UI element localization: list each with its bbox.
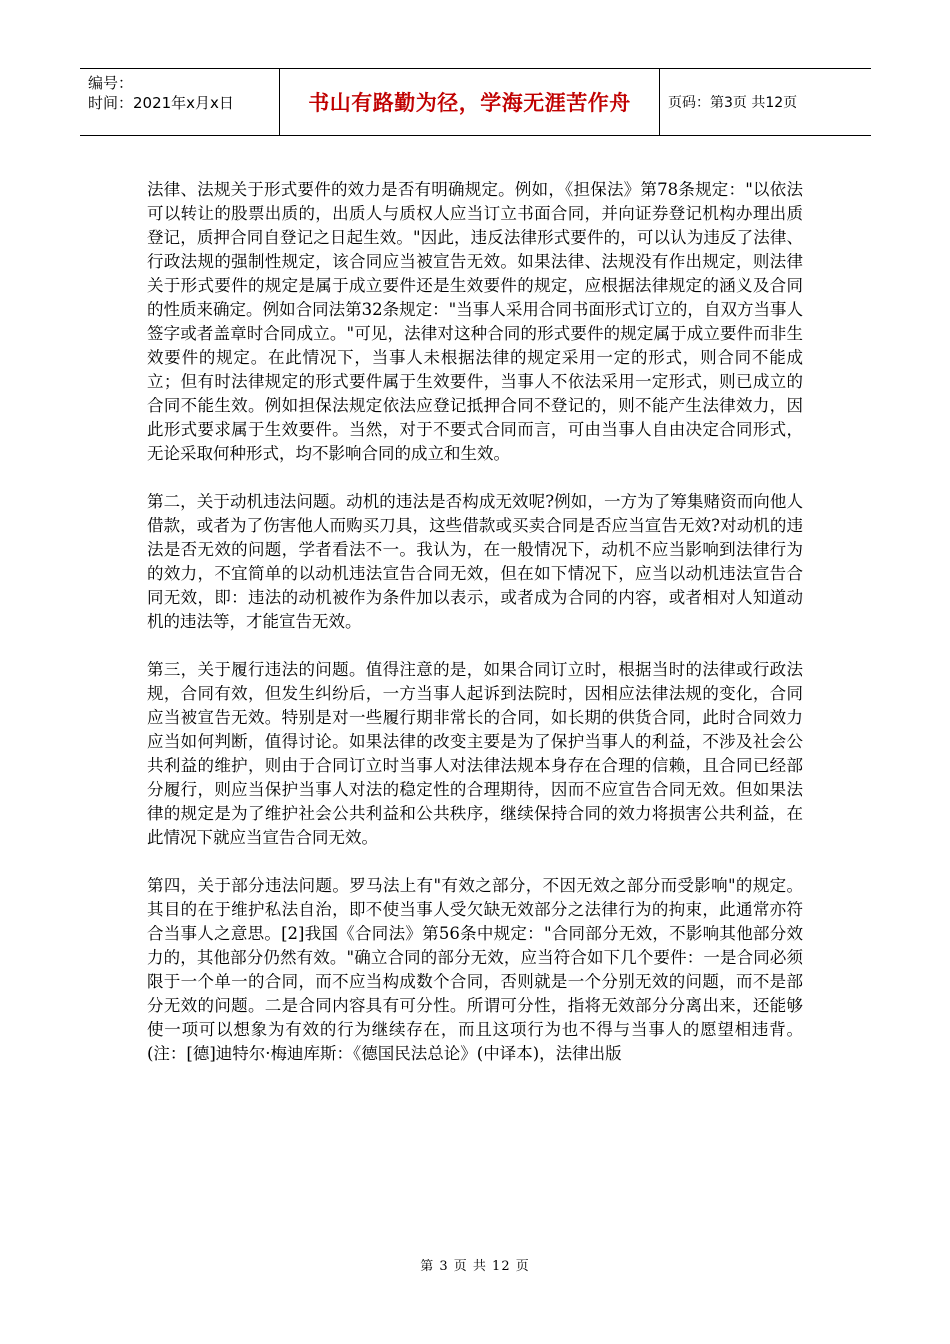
document-number-label: 编号： [88,74,134,92]
paragraph-4: 第四，关于部分违法问题。罗马法上有"有效之部分，不因无效之部分而受影响"的规定。其目的在于维护私法自治，即不使当事人受欠缺无效部分之法律行为的拘束，此通常亦符合当事人之意思。[2]我国《合同法》第56条中规定："合同部分无效，不影响其他部分效力的，其他部分仍然有效。"确立合同的部分无效，应当符合如下几个要件：一是合同必须限于一个单一的合同，而不应当构成数个合同，否则就是一个分别无效的问题，而不是部分无效的问题。二是合同内容具有可分性。所谓可分性，指将无效部分分离出来，还能够使一项可以想象为有效的行为继续存在，而且这项行为也不得与当事人的愿望相违背。(注：[德]迪特尔·梅迪库斯：《德国民法总论》(中译本)，法律出版 [147,876,803,1063]
header-page-info: 页码：第3页 共12页 [668,95,798,111]
page-footer: 第 3 页 共 12 页 [420,1259,530,1274]
header-meta [80,69,280,135]
page-header [80,68,871,136]
document-body [147,178,803,1090]
paragraph-2: 第二，关于动机违法问题。动机的违法是否构成无效呢?例如，一方为了筹集赌资而向他人借款，或者为了伤害他人而购买刀具，这些借款或买卖合同是否应当宣告无效?对动机的违法是否无效的问题，学者看法不一。我认为，在一般情况下，动机不应当影响到法律行为的效力，不宜简单的以动机违法宣告合同无效，但在如下情况下，应当以动机违法宣告合同无效，即：违法的动机被作为条件加以表示，或者成为合同的内容，或者相对人知道动机的违法等，才能宣告无效。 [147,492,803,631]
header-motto: 书山有路勤为径，学海无涯苦作舟 [280,69,660,135]
paragraph-3: 第三，关于履行违法的问题。值得注意的是，如果合同订立时，根据当时的法律或行政法规，合同有效，但发生纠纷后，一方当事人起诉到法院时，因相应法律法规的变化，合同应当被宣告无效。特别是对一些履行期非常长的合同，如长期的供货合同，此时合同效力应当如何判断，值得讨论。如果法律的改变主要是为了保护当事人的利益，不涉及社会公共利益的维护，则由于合同订立时当事人对法律法规本身存在合理的信赖，且合同已经部分履行，则应当保护当事人对法的稳定性的合理期待，因而不应宣告合同无效。但如果法律的规定是为了维护社会公共利益和公共秩序，继续保持合同的效力将损害公共利益，在此情况下就应当宣告合同无效。 [147,660,803,847]
paragraph-1: 法律、法规关于形式要件的效力是否有明确规定。例如，《担保法》第78条规定："以依法可以转让的股票出质的，出质人与质权人应当订立书面合同，并向证券登记机构办理出质登记，质押合同自登记之日起生效。"因此，违反法律形式要件的，可以认为违反了法律、行政法规的强制性规定，该合同应当被宣告无效。如果法律、法规没有作出规定，则法律关于形式要件的规定是属于成立要件还是生效要件的规定，应根据法律规定的涵义及合同的性质来确定。例如合同法第32条规定："当事人采用合同书面形式订立的，自双方当事人签字或者盖章时合同成立。"可见，法律对这种合同的形式要件的规定属于成立要件而非生效要件的规定。在此情况下，当事人未根据法律的规定采用一定的形式，则合同不能成立；但有时法律规定的形式要件属于生效要件，当事人不依法采用一定形式，则已成立的合同不能生效。例如担保法规定依法应登记抵押合同不登记的，则不能产生法律效力，因此形式要求属于生效要件。当然，对于不要式合同而言，可由当事人自由决定合同形式，无论采取何种形式，均不影响合同的成立和生效。 [147,180,803,463]
document-time-label: 时间：2021年x月x日 [88,94,234,112]
